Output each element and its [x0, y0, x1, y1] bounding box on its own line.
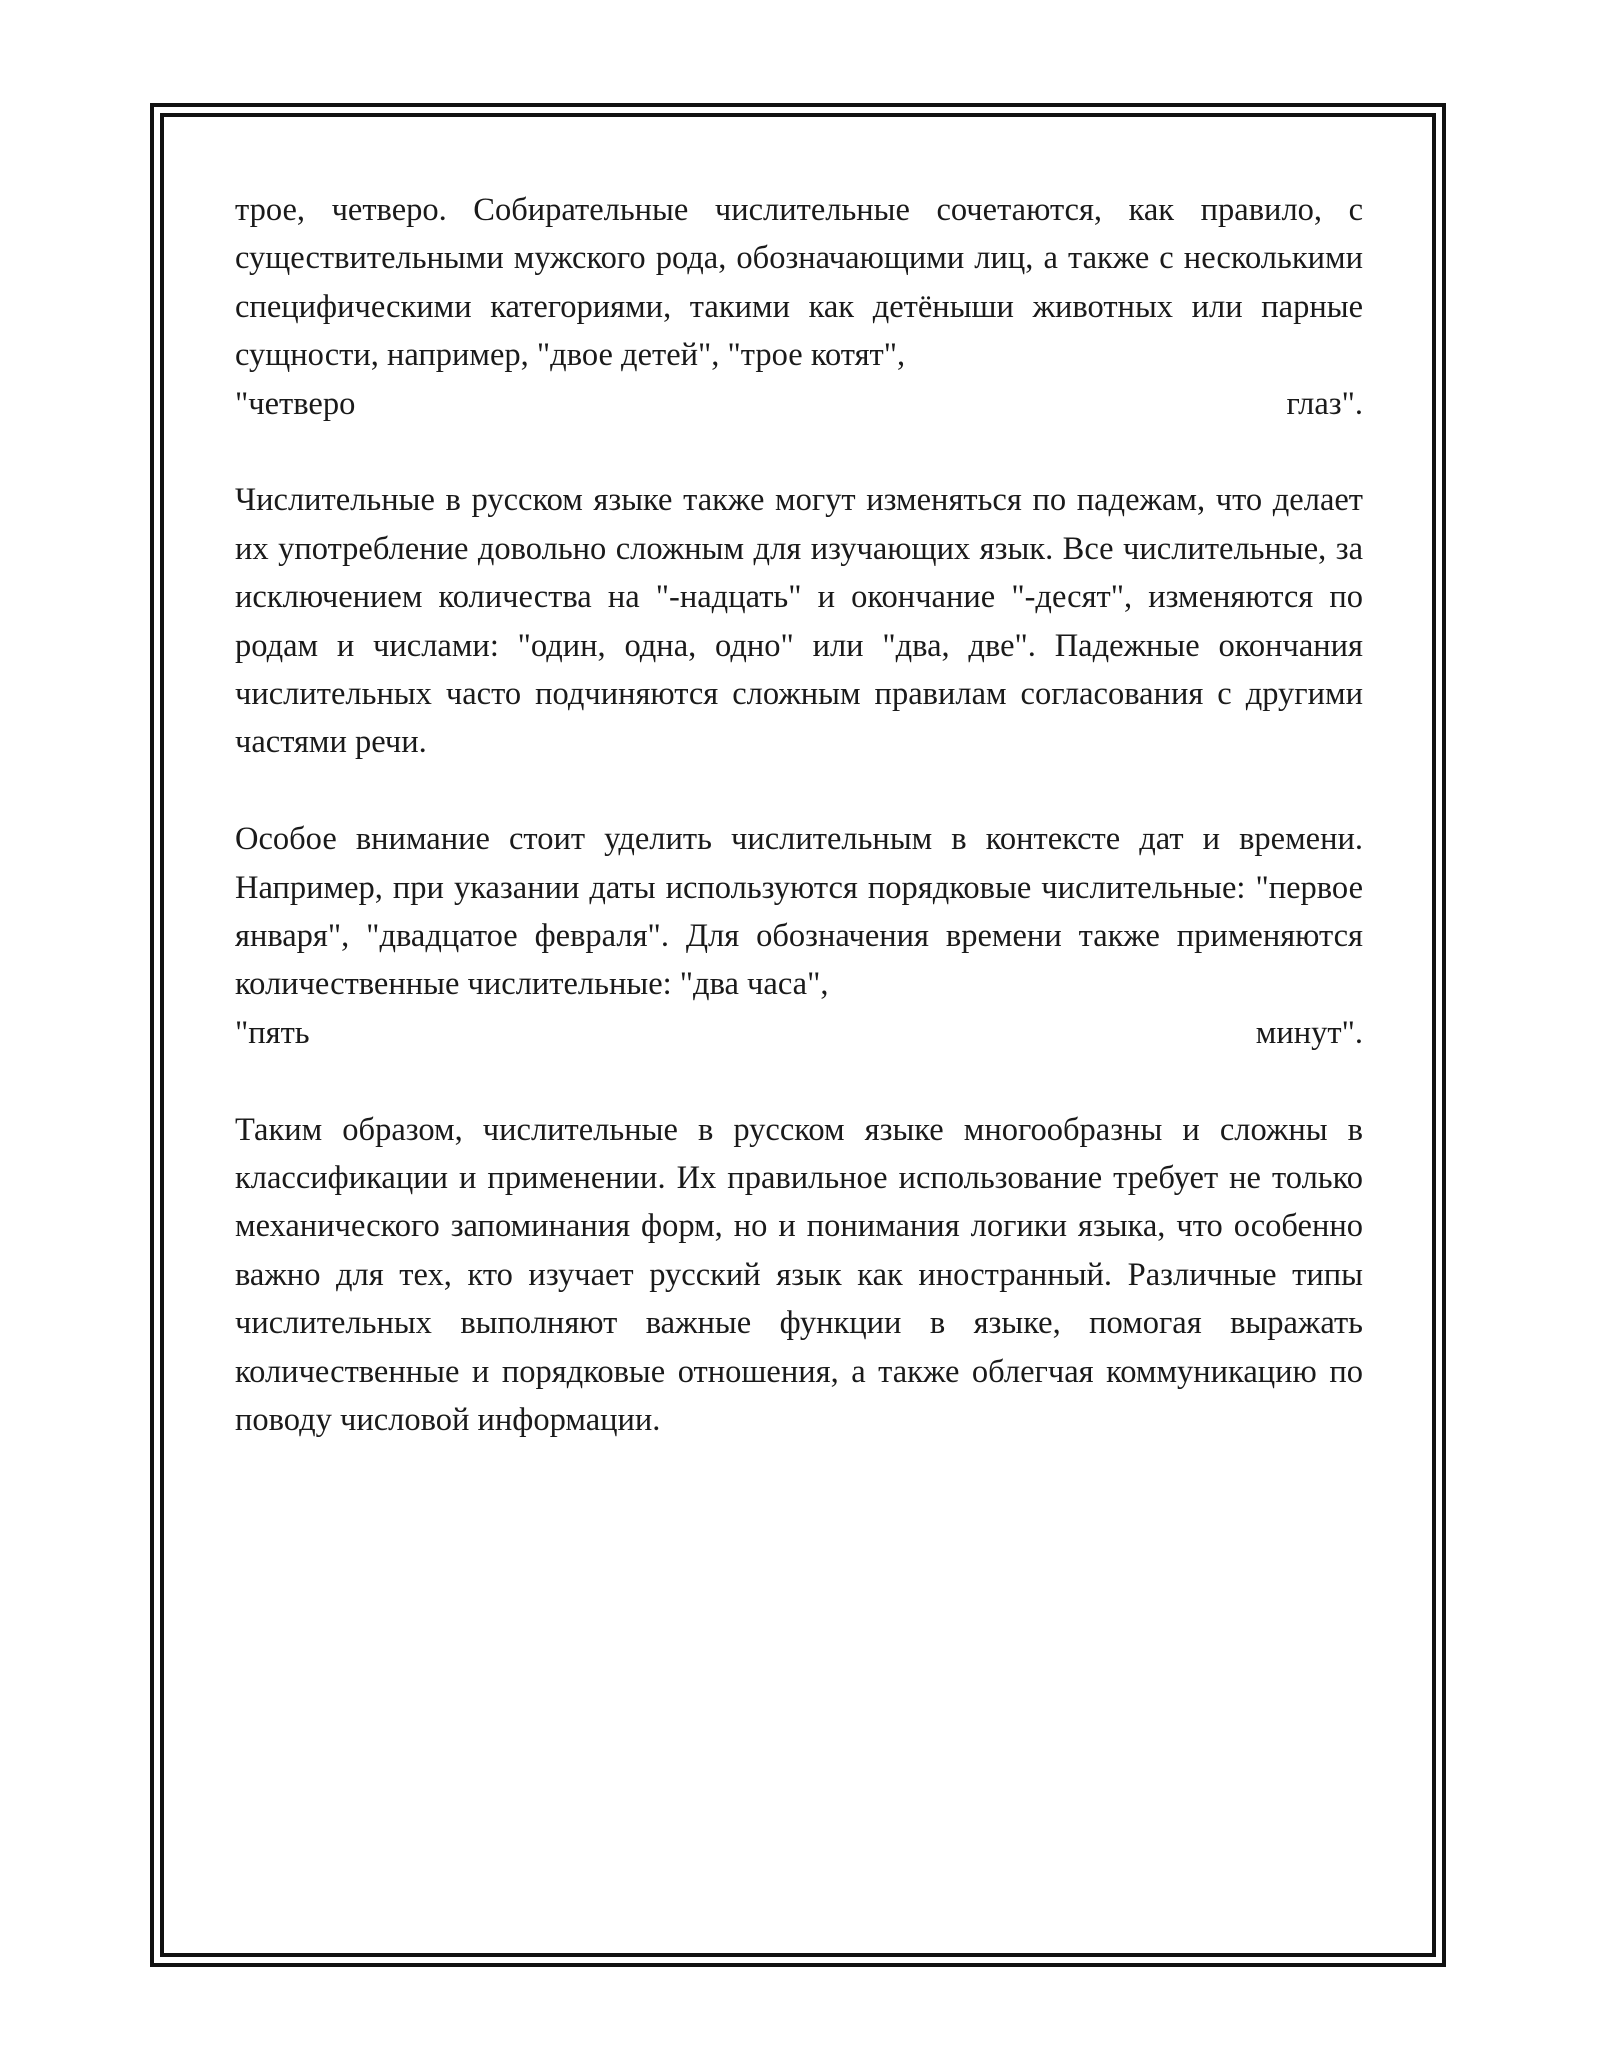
paragraph-1-text: трое, четверо. Собирательные числительные сочетаются, как правило, с существительными мужского рода, обозначающими лиц, а также с несколькими специфическими категориями, такими как детёныши животных или парные сущности, например, "двое детей", "трое котят", [235, 192, 1363, 374]
paragraph-1 [235, 186, 1363, 380]
paragraph-1-tail [235, 380, 1363, 428]
paragraph-2-text: Числительные в русском языке также могут изменяться по падежам, что делает их употребление довольно сложным для изучающих язык. Все числительные, за исключением количества на "-надцать" и окончание "-десят", изменяются по родам и числами: "один, одна, одно" или "два, две". Падежные окончания числительных часто подчиняются сложным правилам согласования с другими частями речи. [235, 482, 1363, 761]
paragraph-3 [235, 815, 1363, 1009]
document-body [235, 186, 1363, 1493]
paragraph-2 [235, 476, 1363, 766]
paragraph-3-text: Особое внимание стоит уделить числительным в контексте дат и времени. Например, при указании даты используются порядковые числительные: "первое января", "двадцатое февраля". Для обозначения времени также применяются количественные числительные: "два часа", [235, 821, 1363, 1003]
paragraph-3-tail [235, 1009, 1363, 1057]
paragraph-4 [235, 1106, 1363, 1445]
paragraph-4-text: Таким образом, числительные в русском языке многообразны и сложны в классификации и применении. Их правильное использование требует не только механического запоминания форм, но и понимания логики языка, что особенно важно для тех, кто изучает русский язык как иностранный. Различные типы числительных выполняют важные функции в языке, помогая выражать количественные и порядковые отношения, а также облегчая коммуникацию по поводу числовой информации. [235, 1111, 1363, 1439]
paragraph-3-tail-text: "пять минут". [235, 1014, 1363, 1051]
paragraph-1-tail-text: "четверо глаз". [235, 385, 1363, 422]
